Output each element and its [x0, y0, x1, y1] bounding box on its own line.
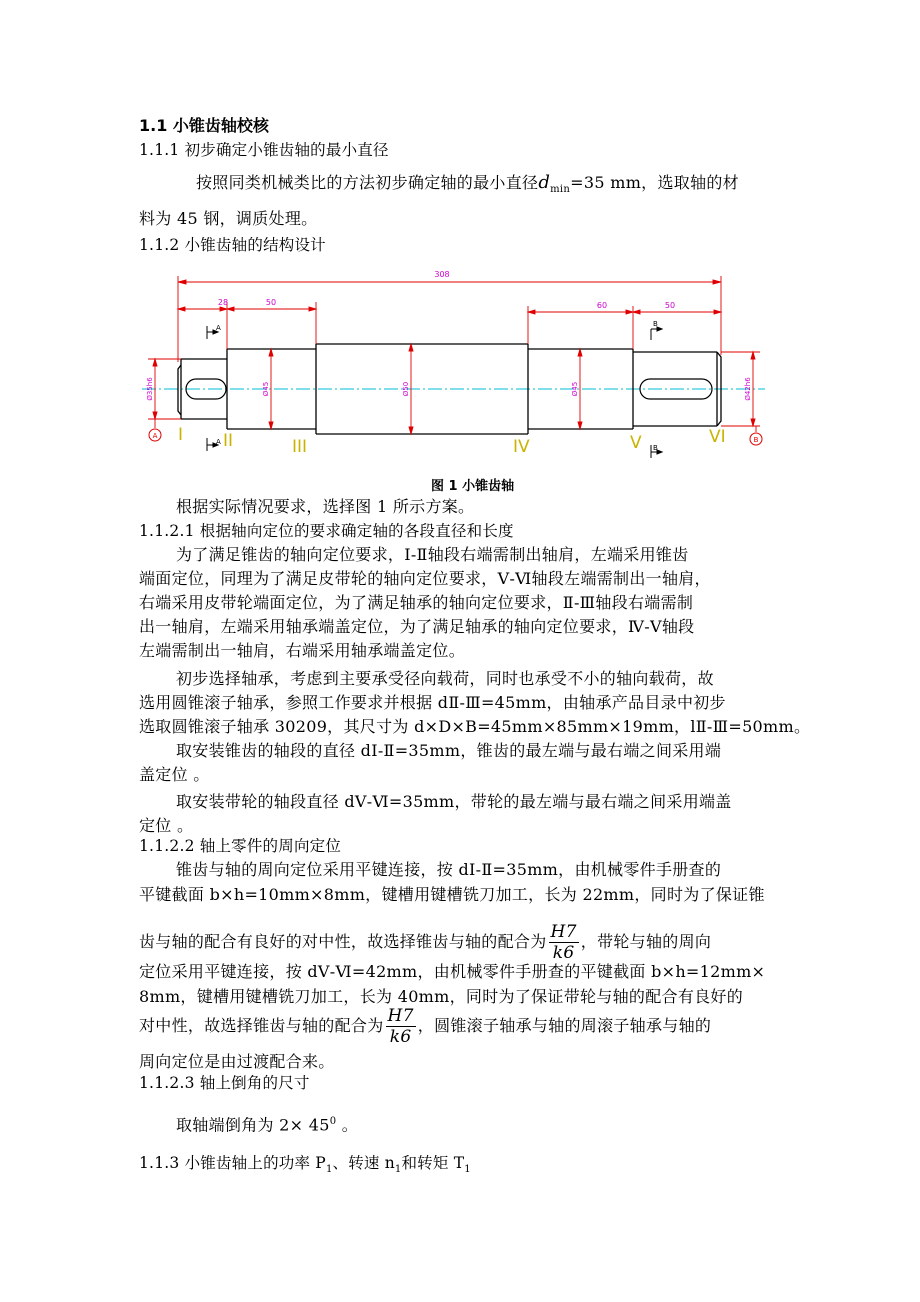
para-gear-seg-line: 取安装锥齿的轴段的直径 dⅠ-Ⅱ=35mm，锥齿的最左端与最右端之间采用端 [176, 741, 722, 760]
section-cut-marks [207, 326, 662, 458]
diam-seg2: Ø45 [262, 381, 270, 397]
heading-1-1-2: 1.1.2 小锥齿轴的结构设计 [139, 236, 326, 254]
shaft-drawing [140, 262, 780, 462]
dim-60: 60 [596, 301, 608, 310]
para-text: ，带轮与轴的周向 [580, 932, 712, 951]
heading-text: 和转矩 T [401, 1154, 465, 1172]
para-axial-line: 端面定位，同理为了满足皮带轮的轴向定位要求，Ⅴ-Ⅵ轴段左端需制出一轴肩， [139, 569, 711, 588]
fit-numerator: H7 [387, 1006, 414, 1026]
para-material: 料为 45 钢，调质处理。 [139, 209, 318, 228]
cut-label-a-bottom: A [216, 438, 221, 446]
heading-1-1: 1.1 小锥齿轴校核 [139, 116, 269, 135]
para-bearing-line: 选取圆锥滚子轴承 30209，其尺寸为 d×D×B=45mm×85mm×19mm，lⅡ-Ⅲ=50mm。 [139, 717, 811, 736]
heading-1-1-2-1: 1.1.2.1 根据轴向定位的要求确定轴的各段直径和长度 [139, 522, 514, 540]
var-d: d [538, 172, 551, 193]
para-circ-line-fraction [139, 922, 711, 962]
diam-seg3: Ø50 [402, 381, 410, 397]
sub-2: 1 [394, 1164, 402, 1176]
heading-1-1-1: 1.1.1 初步确定小锥齿轴的最小直径 [139, 141, 389, 159]
para-circ-line: 8mm，键槽用键槽铣刀加工，长为 40mm，同时为了保证带轮与轴的配合有良好的 [139, 987, 744, 1006]
ref-label-a: A [152, 432, 158, 440]
section-5: V [630, 433, 642, 453]
para-axial-line: 左端需制出一轴肩，右端采用轴承端盖定位。 [139, 641, 466, 660]
dim-50-left: 50 [265, 298, 277, 307]
heading-text: 、转速 n [332, 1154, 395, 1172]
para-gear-seg-line: 盖定位 。 [139, 765, 210, 784]
fit-denominator: k6 [389, 1027, 412, 1047]
section-4: IV [513, 437, 530, 457]
para-text: 对中性，故选择锥齿与轴的配合为 [139, 1016, 384, 1035]
para-circ-line-fraction [139, 1006, 711, 1046]
section-numerals [178, 425, 726, 457]
para-pulley-seg-line: 取安装带轮的轴段直径 dⅤ-Ⅵ=35mm，带轮的最左端与最右端之间采用端盖 [176, 792, 732, 811]
para-circ-line: 平键截面 b×h=10mm×8mm，键槽用键槽铣刀加工，长为 22mm，同时为了保证锥 [139, 885, 765, 904]
fit-fraction [549, 923, 579, 962]
para-text: 。 [336, 1115, 359, 1135]
para-text: 取轴端倒角为 2× 45 [176, 1115, 330, 1135]
cut-label-b-top: B [653, 320, 658, 328]
section-6: VI [709, 427, 726, 447]
para-text: 按照同类机械类比的方法初步确定轴的最小直径 [196, 173, 539, 192]
para-axial-line: 出一轴肩，左端采用轴承端盖定位，为了满足轴承的轴向定位要求，Ⅳ-Ⅴ轴段 [139, 617, 695, 636]
cut-label-a-top: A [216, 324, 221, 332]
var-sub: min [550, 184, 571, 196]
diam-left: Ø35h6 [146, 377, 154, 401]
fit-fraction [386, 1007, 416, 1046]
dim-total: 308 [434, 270, 450, 279]
cut-label-b-bottom: B [653, 444, 658, 452]
degree-sup: 0 [329, 1116, 337, 1127]
heading-1-1-2-3: 1.1.2.3 轴上倒角的尺寸 [139, 1074, 310, 1092]
para-text: ，圆锥滚子轴承与轴的周滚子轴承与轴的 [417, 1016, 712, 1035]
diam-right: Ø42h6 [744, 377, 752, 401]
diam-seg4: Ø45 [571, 381, 579, 397]
dimension-lines [148, 276, 760, 434]
heading-1-1-3 [139, 1152, 471, 1181]
dim-50-right: 50 [664, 301, 676, 310]
para-text: =35 mm，选取轴的材 [570, 173, 739, 192]
para-text: 齿与轴的配合有良好的对中性，故选择锥齿与轴的配合为 [139, 932, 547, 951]
para-axial-line: 右端采用皮带轮端面定位，为了满足轴承的轴向定位要求，Ⅱ-Ⅲ轴段右端需制 [139, 593, 694, 612]
section-2: II [223, 431, 234, 451]
section-3: III [292, 437, 308, 457]
para-bearing-line: 初步选择轴承，考虑到主要承受径向载荷，同时也承受不小的轴向载荷，故 [176, 669, 714, 688]
figure-caption: 图 1 小锥齿轴 [431, 479, 515, 494]
para-bearing-line: 选用圆锥滚子轴承，参照工作要求并根据 dⅡ-Ⅲ=45mm，由轴承产品目录中初步 [139, 693, 726, 712]
sub-3: 1 [464, 1164, 471, 1176]
para-axial-line: 为了满足锥齿的轴向定位要求，Ⅰ-Ⅱ轴段右端需制出轴肩，左端采用锥齿 [176, 545, 689, 564]
para-circ-line: 周向定位是由过渡配合来。 [139, 1052, 335, 1071]
para-chamfer [176, 1111, 358, 1136]
section-1: I [178, 425, 184, 445]
para-min-diameter [196, 172, 739, 201]
ref-label-b: B [753, 436, 759, 444]
para-choose: 根据实际情况要求，选择图 1 所示方案。 [176, 497, 475, 516]
heading-1-1-2-2: 1.1.2.2 轴上零件的周向定位 [139, 837, 342, 855]
para-circ-line: 定位采用平键连接，按 dⅤ-Ⅵ=42mm，由机械零件手册查的平键截面 b×h=12mm× [139, 962, 766, 981]
fit-numerator: H7 [550, 922, 577, 942]
para-pulley-seg-line: 定位 。 [139, 816, 194, 835]
dimension-texts [146, 270, 752, 401]
fit-denominator: k6 [552, 943, 575, 963]
dim-28: 28 [217, 298, 229, 307]
para-circ-line: 锥齿与轴的周向定位采用平键连接，按 dⅠ-Ⅱ=35mm，由机械零件手册查的 [176, 860, 722, 879]
heading-text: 1.1.3 小锥齿轴上的功率 P [139, 1154, 326, 1172]
sub-1: 1 [325, 1164, 333, 1176]
